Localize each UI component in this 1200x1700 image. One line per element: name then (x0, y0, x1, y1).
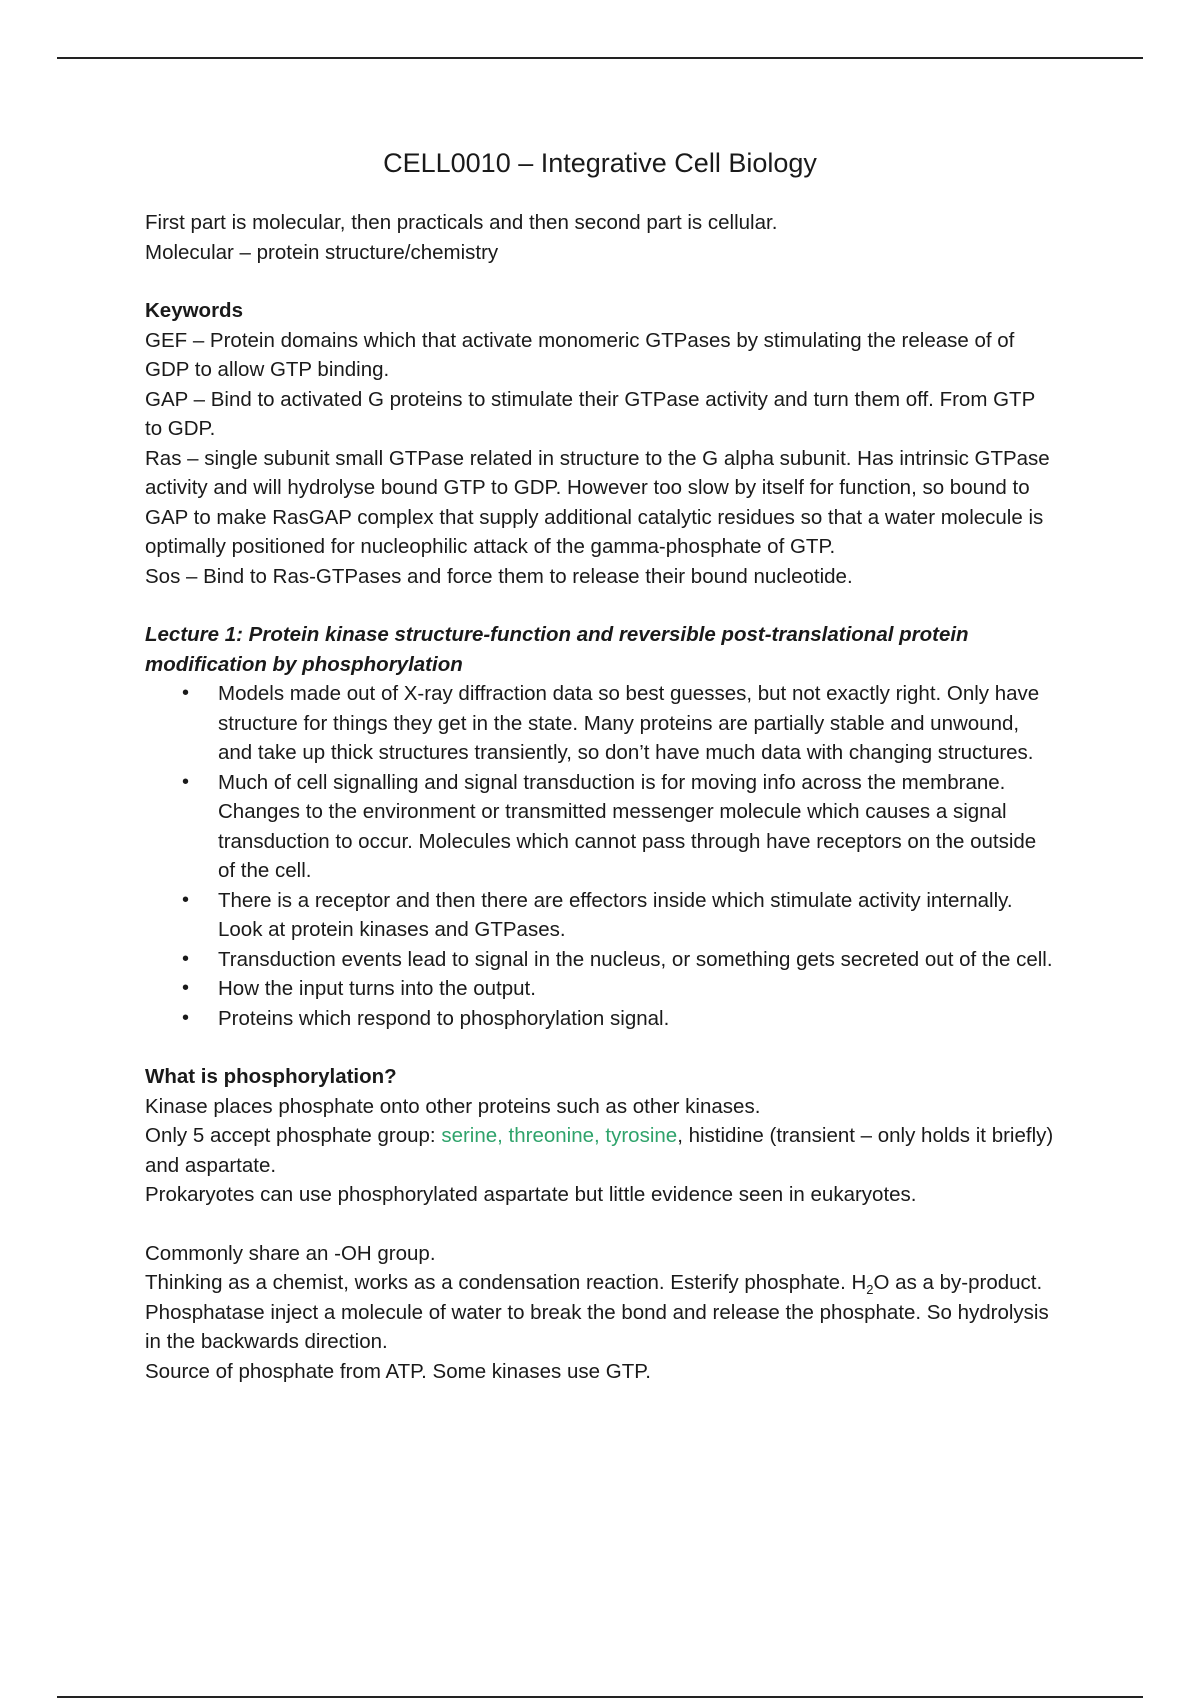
phos-line-post: , histidine (transient – only holds it briefly) and aspartate. (145, 1124, 1054, 1177)
bottom-rule (57, 1696, 1143, 1698)
bullet-item: • Much of cell signalling and signal transduction is for moving info across the membrane. Changes to the environment or transmitted messenger molecule which causes a signal transduction to occur. Molecules which cannot pass through have receptors on the outside of the cell. (145, 768, 1055, 886)
highlighted-amino-acids: serine, threonine, tyrosine (441, 1124, 678, 1147)
intro-line: First part is molecular, then practicals and then second part is cellular. (145, 211, 778, 234)
lecture-bullet-list (145, 679, 1055, 1033)
intro-line: Molecular – protein structure/chemistry (145, 240, 499, 264)
chem-line: Phosphatase inject a molecule of water to break the bond and release the phosphate. So hydrolysis in the backwards direction. (145, 1300, 1049, 1353)
phos-amino-acids-line (145, 1121, 1055, 1180)
bullet-item: • How the input turns into the output. (145, 974, 1055, 1004)
phos-line: Kinase places phosphate onto other proteins such as other kinases. (145, 1094, 761, 1118)
bullet-item: • There is a receptor and then there are effectors inside which stimulate activity internally. Look at protein kinases and GTPases. (145, 886, 1055, 945)
chem-condensation-line (145, 1268, 1055, 1298)
chem-line: Commonly share an -OH group. (145, 1241, 436, 1265)
chem-line-pre: Thinking as a chemist, works as a condensation reaction. Esterify phosphate. H (145, 1271, 867, 1294)
lecture-heading: Lecture 1: Protein kinase structure-function and reversible post-translational protein modification by phosphorylation (145, 623, 969, 676)
keyword-ras: Ras – single subunit small GTPase related in structure to the G alpha subunit. Has intrinsic GTPase activity and will hydrolyse bound GTP to GDP. However too slow by itself for function, so bound to GAP to make RasGAP complex that supply additional catalytic residues so that a water molecule is optimally positioned for nucleophilic attack of the gamma-phosphate of GTP. (145, 446, 1050, 558)
top-rule (57, 57, 1143, 59)
phos-line: Prokaryotes can use phosphorylated aspartate but little evidence seen in eukaryotes. (145, 1183, 917, 1206)
phos-line-pre: Only 5 accept phosphate group: (145, 1124, 442, 1147)
bullet-item: • Proteins which respond to phosphorylation signal. (145, 1004, 1055, 1034)
keywords-heading: Keywords (145, 299, 243, 322)
keyword-gap: GAP – Bind to activated G proteins to stimulate their GTPase activity and turn them off. From GTP to GDP. (145, 387, 1035, 440)
bullet-item: • Models made out of X-ray diffraction data so best guesses, but not exactly right. Only have structure for things they get in the state. Many proteins are partially stable and unwound, and take up thick structures transiently, so don’t have much data with changing structures. (145, 679, 1055, 768)
phosphorylation-heading: What is phosphorylation? (145, 1065, 397, 1088)
keyword-gef: GEF – Protein domains which that activate monomeric GTPases by stimulating the release of of GDP to allow GTP binding. (145, 328, 1015, 381)
document-title: CELL0010 – Integrative Cell Biology (383, 148, 817, 178)
document-page (145, 145, 1055, 1386)
keyword-sos: Sos – Bind to Ras-GTPases and force them to release their bound nucleotide. (145, 564, 853, 588)
chem-line: Source of phosphate from ATP. Some kinases use GTP. (145, 1359, 651, 1383)
bullet-item: • Transduction events lead to signal in the nucleus, or something gets secreted out of the cell. (145, 945, 1055, 975)
subscript-two: 2 (866, 1282, 874, 1298)
chem-line-post: O as a by-product. (873, 1271, 1043, 1294)
